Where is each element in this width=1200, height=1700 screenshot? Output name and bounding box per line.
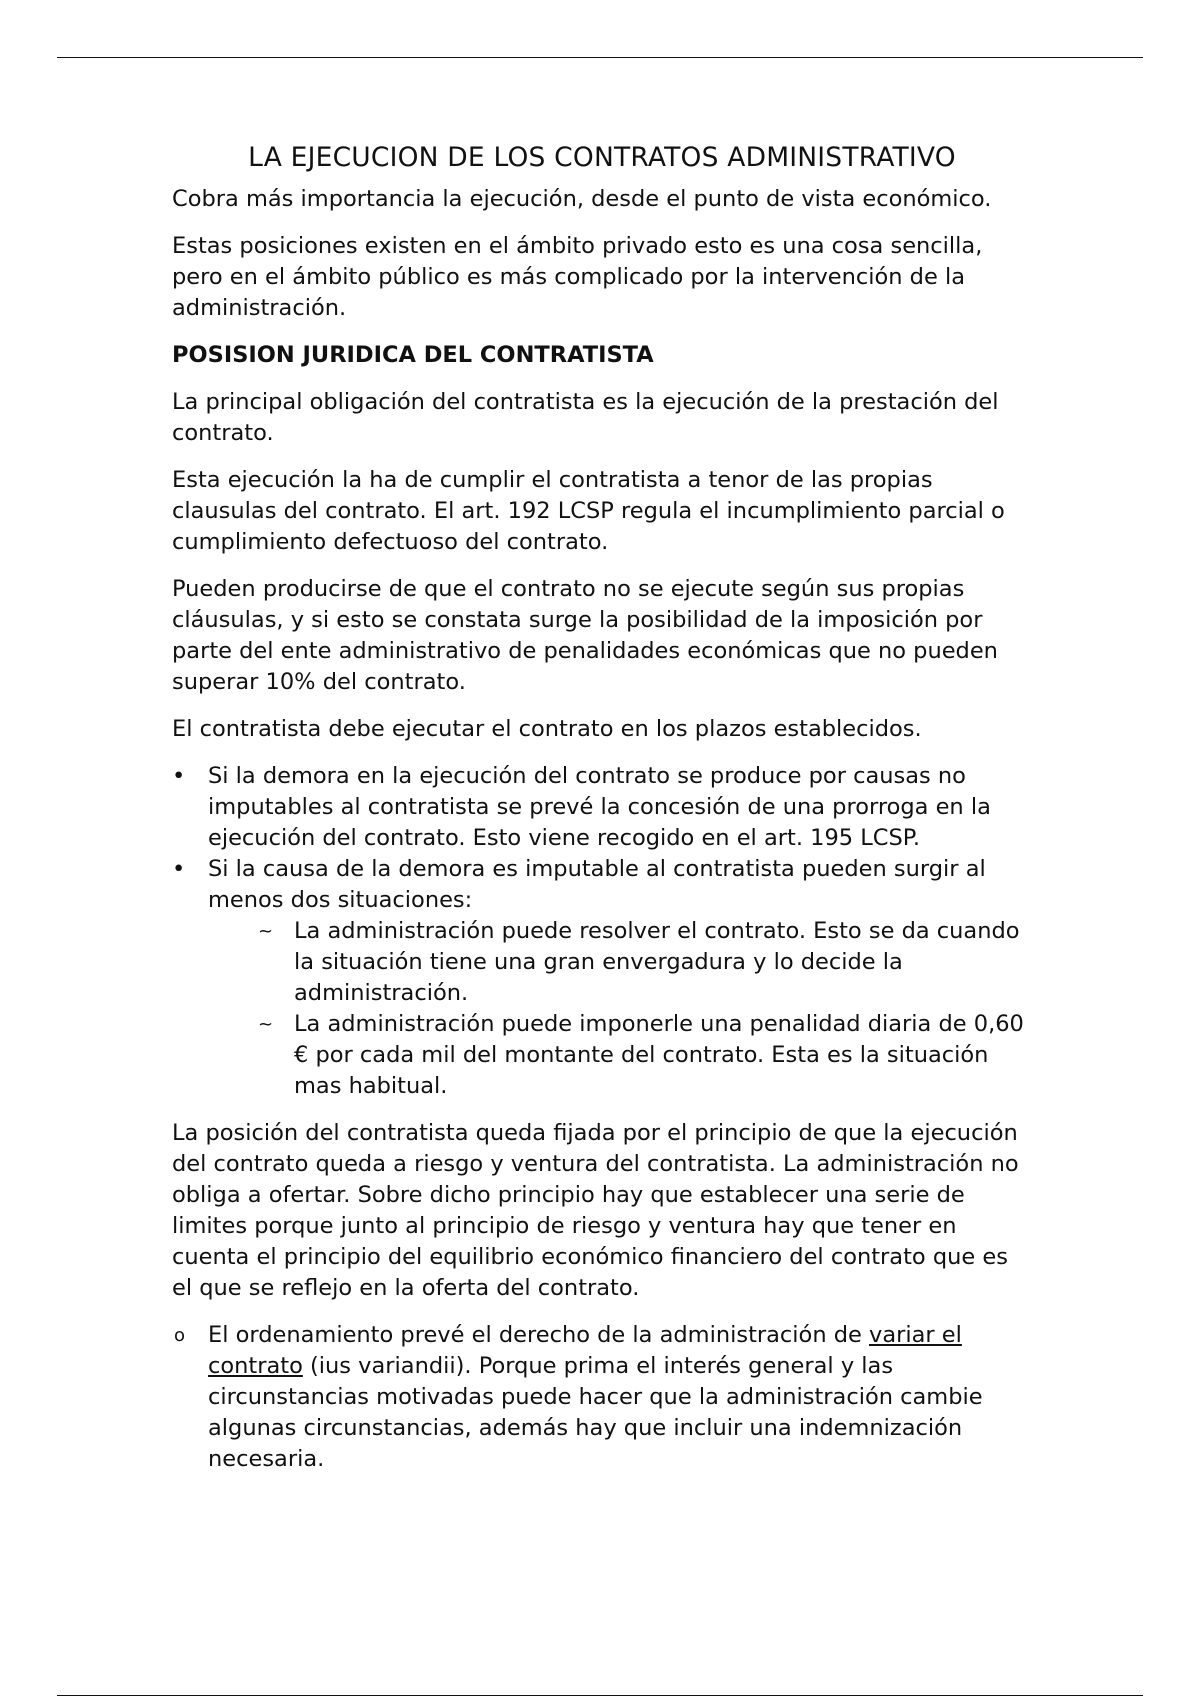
list-item bbox=[258, 916, 1032, 1009]
header-rule bbox=[57, 57, 1143, 58]
document-title: LA EJECUCION DE LOS CONTRATOS ADMINISTRATIVO bbox=[248, 142, 956, 173]
bullet-text-non-imputable: Si la demora en la ejecución del contrato se produce por causas no imputables al contratista se prevé la concesión de una prorroga en la ejecución del contrato. Esto viene recogido en el art. 195 LCSP. bbox=[208, 763, 991, 851]
paragraph-clauses: Esta ejecución la ha de cumplir el contratista a tenor de las propias clausulas del contrato. El art. 192 LCSP regula el incumplimiento parcial o cumplimiento defectuoso del contrato. bbox=[172, 467, 1005, 555]
section-heading: POSISION JURIDICA DEL CONTRATISTA bbox=[172, 342, 654, 368]
paragraph-risk-venture: La posición del contratista queda fijada por el principio de que la ejecución del contrato queda a riesgo y ventura del contratista. La administración no obliga a ofertar. Sobre dicho principio hay que establecer una serie de limites porque junto al principio de riesgo y ventura hay que tener en cuenta el principio del equilibrio económico financiero del contrato que es el que se reflejo en la oferta del contrato. bbox=[172, 1120, 1019, 1301]
paragraph-deadlines: El contratista debe ejecutar el contrato en los plazos establecidos. bbox=[172, 716, 922, 742]
underlined-term: variar el contrato bbox=[208, 1322, 962, 1379]
circle-list bbox=[172, 1320, 1032, 1475]
subitem-resolve-contract: La administración puede resolver el contrato. Esto se da cuando la situación tiene una gran envergadura y lo decide la administración. bbox=[294, 918, 1020, 1006]
list-item bbox=[172, 761, 1032, 854]
situations-sublist bbox=[258, 916, 1032, 1102]
paragraph-intro: Cobra más importancia la ejecución, desde el punto de vista económico. bbox=[172, 186, 992, 212]
paragraph-penalties: Pueden producirse de que el contrato no se ejecute según sus propias cláusulas, y si esto se constata surge la posibilidad de la imposición por parte del ente administrativo de penalidades económicas que no pueden superar 10% del contrato. bbox=[172, 576, 998, 695]
list-item bbox=[172, 1320, 1032, 1475]
paragraph-context: Estas posiciones existen en el ámbito privado esto es una cosa sencilla, pero en el ámbito público es más complicado por la intervención de la administración. bbox=[172, 233, 983, 321]
paragraph-obligation: La principal obligación del contratista es la ejecución de la prestación del contrato. bbox=[172, 389, 999, 446]
list-item bbox=[258, 1009, 1032, 1102]
circle-item-before: El ordenamiento prevé el derecho de la administración de bbox=[208, 1322, 870, 1348]
circle-item-after: (ius variandii). Porque prima el interés general y las circunstancias motivadas puede hacer que la administración cambie algunas circunstancias, además hay que incluir una indemnización necesaria. bbox=[208, 1353, 983, 1472]
delay-bullet-list bbox=[172, 761, 1032, 1102]
list-item bbox=[172, 854, 1032, 1102]
document-body bbox=[172, 140, 1032, 1475]
subitem-daily-penalty: La administración puede imponerle una penalidad diaria de 0,60 € por cada mil del montante del contrato. Esta es la situación mas habitual. bbox=[294, 1011, 1024, 1099]
bullet-text-imputable: Si la causa de la demora es imputable al contratista pueden surgir al menos dos situaciones: bbox=[208, 856, 986, 913]
footer-rule bbox=[57, 1695, 1143, 1696]
